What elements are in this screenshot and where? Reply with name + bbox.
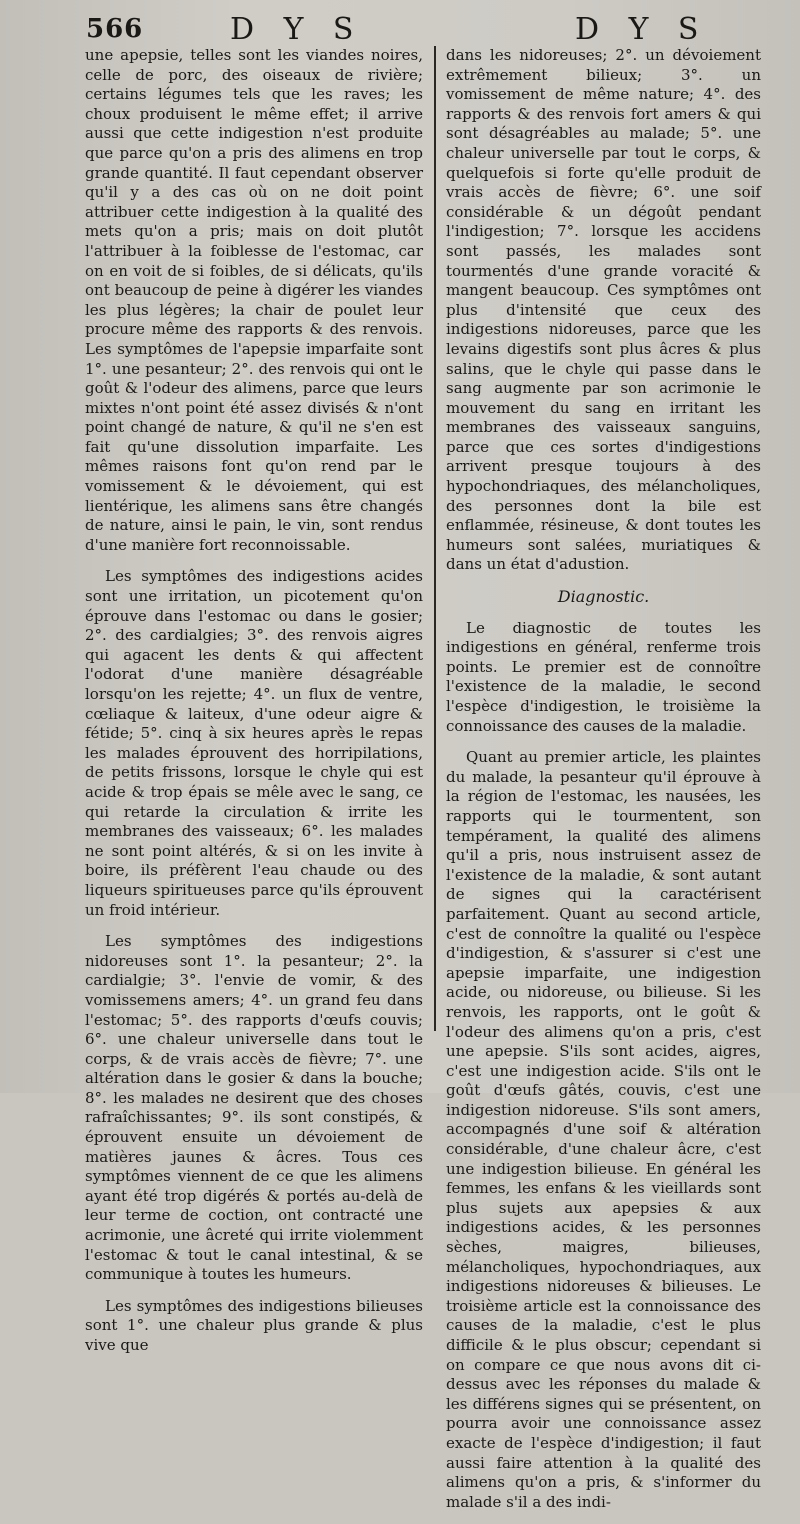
paragraph: Les symptômes des indigestions acides sont une irritation, un picotement qu'on éprouve dans l'estomac ou dans le gosier; 2°. des cardialgies; 3°. des renvois aigres qui agacent les dents & qui affectent l'odorat d'une manière désagréable lorsqu'on les rejette; 4°. un flux de ventre, cœliaque & laiteux, d'une odeur aigre & fétide; 5°. cinq à six heures après le repas les malades éprouvent des horripilations, de petits frissons, lorsque le chyle qui est acide & trop épais se mêle avec le sang, ce qui retarde la circulation & irrite les membranes des vaisseaux; 6°. les malades ne sont point altérés, & si on les invite à boire, ils préfèrent l'eau chaude ou des liqueurs spiritueuses parce qu'ils éprouvent un froid intérieur. xyxy=(85,567,423,919)
paragraph: Le diagnostic de toutes les indigestions en général, renferme trois points. Le premier est de connoître l'existence de la maladie, le second l'espèce d'indigestion, le troisième la connoissance des causes de la maladie. xyxy=(446,618,761,735)
right-column xyxy=(446,46,761,1524)
page-number: 566 xyxy=(86,14,144,44)
paragraph: Quant au premier article, les plaintes du malade, la pesanteur qu'il éprouve à la région de l'estomac, les nausées, les rapports qui le tourmentent, son tempérament, la qualité des alimens qu'il a pris, nous instruisent assez de l'existence de la maladie, & sont autant de signes qui la caractérisent parfaitement. Quant au second article, c'est de connoître la qualité ou l'espèce d'indigestion, & s'assurer si c'est une apepsie imparfaite, une indigestion acide, ou nidoreuse, ou bilieuse. Si les renvois, les rapports, ont le goût & l'odeur des alimens qu'on a pris, c'est une apepsie. S'ils sont acides, aigres, c'est une indigestion acide. S'ils ont le goût d'œufs gâtés, couvis, c'est une indigestion nidoreuse. S'ils sont amers, accompagnés d'une soif & altération considérable, d'une chaleur âcre, c'est une indigestion bilieuse. En général les femmes, les enfans & les vieillards sont plus sujets aux apepsies & aux indigestions acides, & les personnes sèches, maigres, bilieuses, mélancholiques, hypochondriaques, aux indigestions nidoreuses & bilieuses. Le troisième article est la connoissance des causes de la maladie, c'est le plus difficile & le plus obscur; cependant si on compare ce que nous avons dit ci-dessus avec les réponses du malade & les différens signes qui se présentent, on pourra avoir une connoissance assez exacte de l'espèce d'indigestion; il faut aussi faire attention à la qualité des alimens qu'on a pris, & s'informer du malade s'il a des indi- xyxy=(446,748,761,1511)
paragraph: Les symptômes des indigestions bilieuses sont 1°. une chaleur plus grande & plus vive que xyxy=(85,1296,423,1354)
section-heading: Diagnostic. xyxy=(557,587,650,607)
paragraph: dans les nidoreuses; 2°. un dévoiement extrêmement bilieux; 3°. un vomissement de même nature; 4°. des rapports & des renvois fort amers & qui sont désagréables au malade; 5°. une chaleur universelle par tout le corps, & quelquefois si forte qu'elle produit de vrais accès de fièvre; 6°. une soif considérable & un dégoût pendant l'indigestion; 7°. lorsque les accidens sont passés, les malades sont tourmentés d'une grande voracité & mangent beaucoup. Ces symptômes ont plus d'intensité que ceux des indigestions nidoreuses, parce que les levains digestifs sont plus âcres & plus salins, que le chyle qui passe dans le sang augmente par son acrimonie le mouvement du sang en irritant les membranes des vaisseaux sanguins, parce que ces sortes d'indigestions arrivent presque toujours à des hypochondriaques, des mélancholiques, des personnes dont la bile est enflammée, résineuse, & dont toutes les humeurs sont salées, muriatiques & dans un état d'adustion. xyxy=(446,46,761,574)
page-header xyxy=(80,8,780,47)
paragraph: Les symptômes des indigestions nidoreuses sont 1°. la pesanteur; 2°. la cardialgie; 3°. l'envie de vomir, & des vomissemens amers; 4°. un grand feu dans l'estomac; 5°. des rapports d'œufs couvis; 6°. une chaleur universelle dans tout le corps, & de vrais accès de fièvre; 7°. une altération dans le gosier & dans la bouche; 8°. les malades ne desirent que des choses rafraîchissantes; 9°. ils sont constipés, & éprouvent ensuite un dévoiement de matières jaunes & âcres. Tous ces symptômes viennent de ce que les alimens ayant été trop digérés & portés au-delà de leur terme de coction, ont contracté une acrimonie, une âcreté qui irrite violemment l'estomac & tout le canal intestinal, & se communique à toutes les humeurs. xyxy=(85,932,423,1284)
running-head-right: D Y S xyxy=(575,12,709,47)
column-divider xyxy=(434,46,436,1031)
left-column xyxy=(85,46,423,1368)
paragraph: une apepsie, telles sont les viandes noires, celle de porc, des oiseaux de rivière; certains légumes tels que les raves; les choux produisent le même effet; il arrive aussi que cette indigestion n'est produite que parce qu'on a pris des alimens en trop grande quantité. Il faut cependant observer qu'il y a des cas où on ne doit point attribuer cette indigestion à la qualité des mets qu'on a pris; mais on doit plutôt l'attribuer à la foiblesse de l'estomac, car on en voit de si foibles, de si délicats, qu'ils ont beaucoup de peine à digérer les viandes les plus légères; la chair de poulet leur procure même des rapports & des renvois. Les symptômes de l'apepsie imparfaite sont 1°. une pesanteur; 2°. des renvois qui ont le goût & l'odeur des alimens, parce que leurs mixtes n'ont point été assez divisés & n'ont point changé de nature, & qu'il ne s'en est fait qu'une dissolution imparfaite. Les mêmes raisons font qu'on rend par le vomissement & le dévoiement, qui est lientérique, les alimens sans être changés de nature, ainsi le pain, le vin, sont rendus d'une manière fort reconnoissable. xyxy=(85,46,423,554)
running-head-left: D Y S xyxy=(230,12,364,47)
